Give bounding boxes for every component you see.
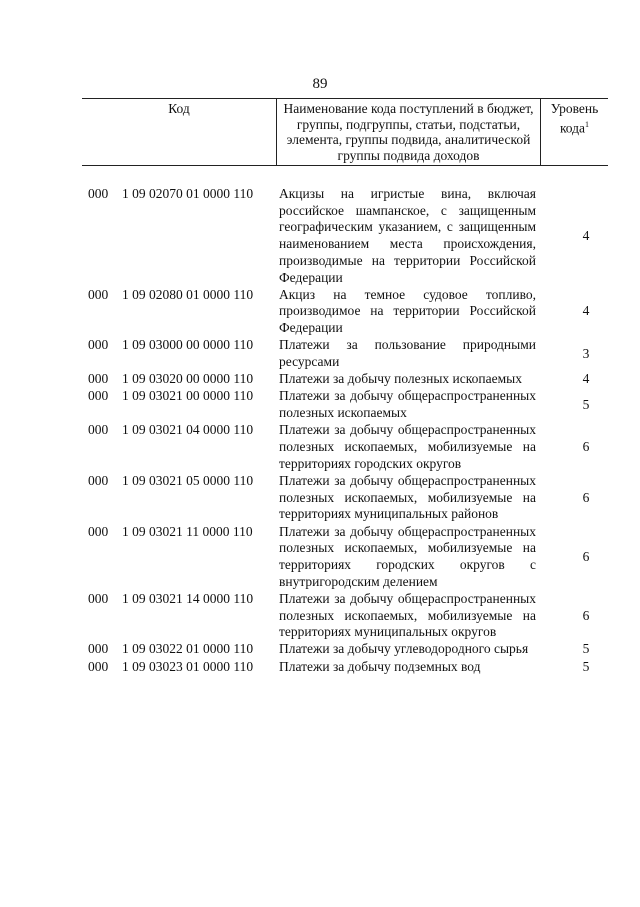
row-code: 1 09 02080 01 0000 110: [122, 286, 254, 302]
row-prefix: 000: [88, 337, 109, 353]
row-code: 1 09 03020 00 0000 110: [122, 371, 254, 387]
row-code: 1 09 03000 00 0000 110: [122, 337, 254, 353]
row-name: Платежи за добычу полезных ископаемых: [279, 371, 522, 387]
row-level: 5: [582, 658, 590, 674]
row-level: 4: [582, 371, 590, 387]
table-row: [82, 371, 608, 388]
row-level: 6: [582, 607, 590, 623]
table-row: [82, 641, 608, 658]
row-prefix: 000: [88, 472, 109, 488]
row-code: 1 09 03021 14 0000 110: [122, 590, 254, 606]
table-row: [82, 591, 608, 641]
header-name: Наименование кода поступлений в бюджет, группы, подгруппы, статьи, подстатьи, элемента, группы подвида, аналитической группы подвида доходов: [276, 99, 541, 165]
row-prefix: 000: [88, 658, 109, 674]
row-level: 5: [582, 641, 590, 657]
row-level: 4: [582, 303, 590, 319]
row-level: 5: [582, 396, 590, 412]
row-code: 1 09 02070 01 0000 110: [122, 186, 254, 201]
row-prefix: 000: [88, 641, 109, 657]
row-level: 6: [582, 439, 590, 455]
row-prefix: 000: [88, 388, 109, 404]
row-name: Платежи за добычу подземных вод: [279, 658, 481, 674]
row-prefix: 000: [88, 590, 109, 606]
header-level-footnote: 1: [585, 119, 590, 129]
table-row: [82, 186, 608, 286]
row-level: 6: [582, 489, 590, 505]
row-code: 1 09 03021 11 0000 110: [122, 523, 253, 539]
table-row: [82, 337, 608, 370]
row-level: 3: [582, 345, 590, 361]
header-level: [541, 99, 608, 165]
table-row: [82, 473, 608, 523]
row-prefix: 000: [88, 371, 109, 387]
row-name: Акциз на темное судовое топливо, производимое на территории Российской Федерации: [279, 286, 536, 336]
page-number: 89: [312, 76, 328, 92]
row-name: Платежи за пользование природными ресурсами: [279, 337, 536, 370]
header-code: Код: [168, 101, 190, 116]
row-code: 1 09 03021 00 0000 110: [122, 388, 254, 404]
row-name: Платежи за добычу общераспространенных полезных ископаемых, мобилизуемые на территориях городских округов с внутригородским делением: [279, 523, 536, 589]
row-prefix: 000: [88, 186, 109, 201]
row-level: 4: [582, 227, 590, 243]
row-level: 6: [582, 548, 590, 564]
table-row: [82, 388, 608, 421]
table-row: [82, 659, 608, 676]
row-code: 1 09 03021 04 0000 110: [122, 422, 254, 438]
row-code: 1 09 03023 01 0000 110: [122, 658, 254, 674]
row-code: 1 09 03022 01 0000 110: [122, 641, 254, 657]
row-name: Платежи за добычу углеводородного сырья: [279, 641, 529, 657]
row-name: Платежи за добычу общераспространенных полезных ископаемых: [279, 388, 536, 421]
table-body: [82, 186, 608, 676]
row-name: Платежи за добычу общераспространенных полезных ископаемых, мобилизуемые на территориях городских округов: [279, 422, 536, 471]
row-name: Платежи за добычу общераспространенных полезных ископаемых, мобилизуемые на территориях муниципальных районов: [279, 472, 536, 522]
row-prefix: 000: [88, 523, 109, 539]
row-prefix: 000: [88, 422, 109, 438]
table-row: [82, 422, 608, 472]
table-row: [82, 287, 608, 337]
row-name: Акцизы на игристые вина, включая российское шампанское, с защищенным географическим указанием, с защищенным наименованием места происхождения, производимые на территории Российской Федерации: [279, 186, 536, 285]
header-level-label: Уровень кода: [550, 101, 599, 135]
table-header: [82, 98, 608, 166]
row-name: Платежи за добычу общераспространенных полезных ископаемых, мобилизуемые на территориях муниципальных округов: [279, 590, 536, 640]
row-prefix: 000: [88, 286, 109, 302]
table-row: [82, 524, 608, 591]
row-code: 1 09 03021 05 0000 110: [122, 472, 254, 488]
